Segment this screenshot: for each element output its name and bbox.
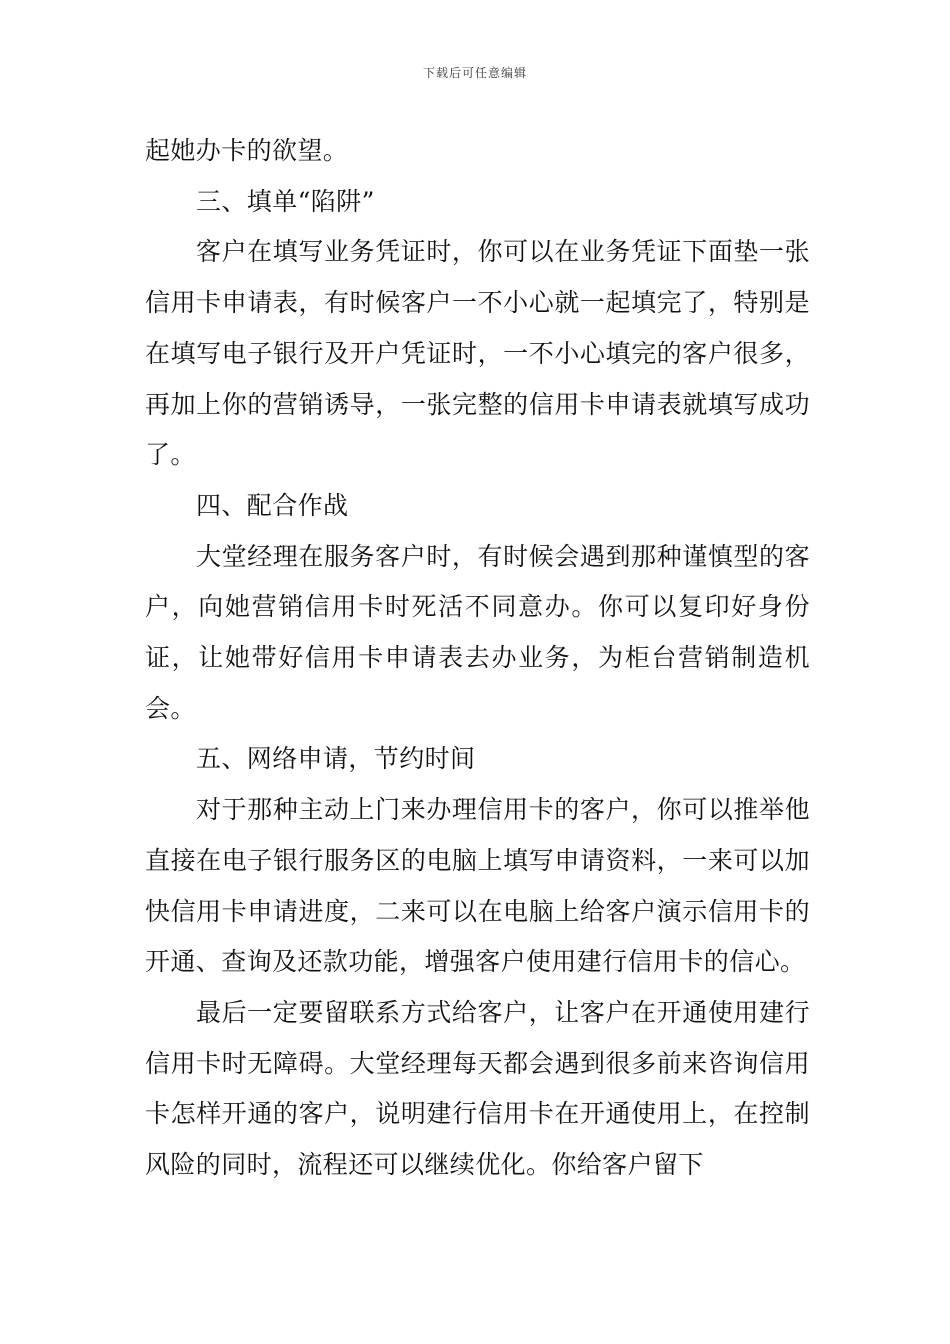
- paragraph: 最后一定要留联系方式给客户，让客户在开通使用建行信用卡时无障碍。大堂经理每天都会遇到很多前来咨询信用卡怎样开通的客户，说明建行信用卡在开通使用上，在控制风险的同时，流程还可以继续优化。你给客户留下: [145, 997, 810, 1180]
- section-heading: 四、配合作战: [196, 490, 349, 520]
- section-heading: 五、网络申请，节约时间: [196, 744, 476, 774]
- paragraph: 客户在填写业务凭证时，你可以在业务凭证下面垫一张信用卡申请表，有时候客户一不小心就一起填完了，特别是在填写电子银行及开户凭证时，一不小心填完的客户很多，再加上你的营销诱导，一张完整的信用卡申请表就填写成功了。: [145, 237, 810, 470]
- paragraph: 对于那种主动上门来办理信用卡的客户，你可以推举他直接在电子银行服务区的电脑上填写申请资料，一来可以加快信用卡申请进度，二来可以在电脑上给客户演示信用卡的开通、查询及还款功能，增强客户使用建行信用卡的信心。: [145, 795, 810, 977]
- document-body: [145, 126, 810, 1191]
- paragraph: 起她办卡的欲望。: [145, 136, 349, 165]
- paragraph: 大堂经理在服务客户时，有时候会遇到那种谨慎型的客户，向她营销信用卡时死活不同意办。你可以复印好身份证，让她带好信用卡申请表去办业务，为柜台营销制造机会。: [145, 541, 810, 723]
- page-header: 下载后可任意编辑: [422, 66, 527, 80]
- section-heading: 三、填单“陷阱”: [196, 186, 375, 216]
